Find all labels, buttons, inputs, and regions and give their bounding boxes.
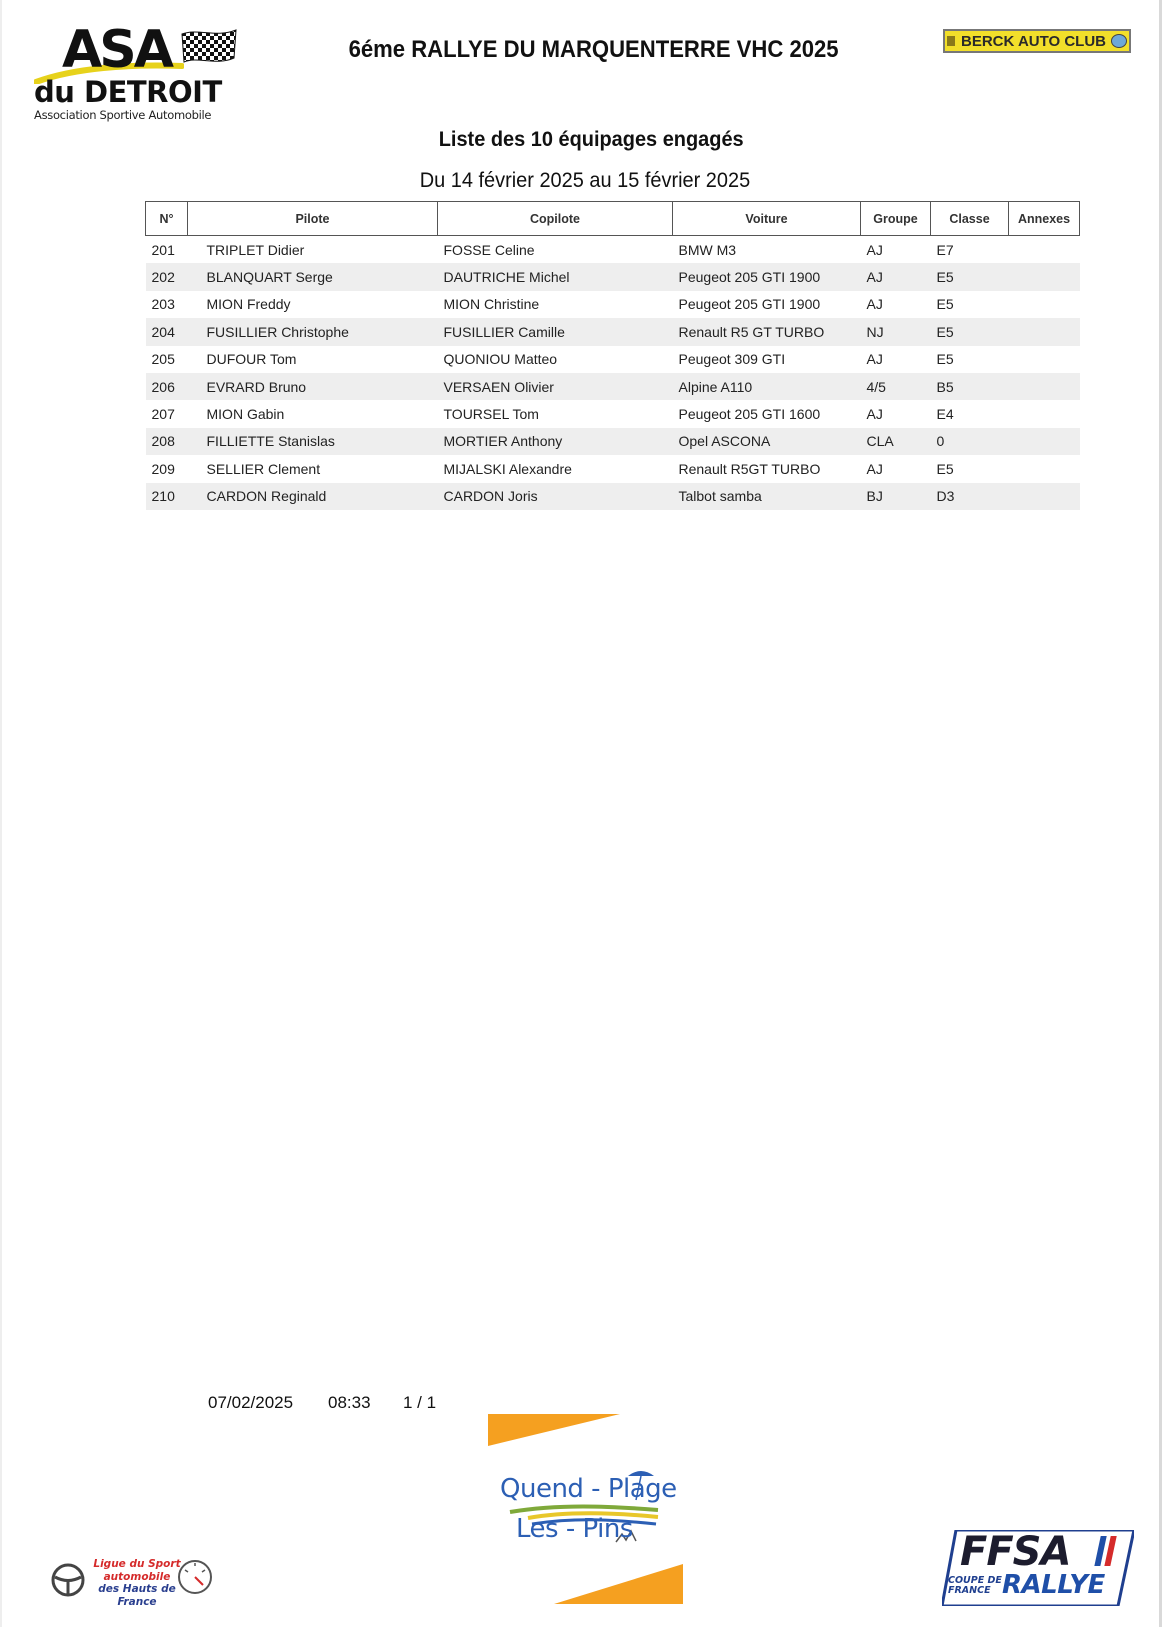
cell-classe: E4: [936, 406, 954, 423]
table-row: [146, 236, 1080, 264]
cell-number: 202: [146, 263, 188, 290]
cell-annexes: [1009, 346, 1080, 373]
cell-annexes: [1009, 263, 1080, 290]
table-row: [146, 483, 1080, 510]
table-row: [146, 400, 1080, 427]
berck-logo-mark-icon: [947, 36, 955, 46]
event-dates: [0, 169, 1170, 193]
ffsa-coupe-de-france-rallye-logo: [942, 1530, 1134, 1606]
column-header-copilote: Copilote: [438, 202, 673, 236]
quend-plage-graphic-icon: [488, 1414, 683, 1604]
cell-groupe: AJ: [866, 241, 883, 258]
cell-copilote: MION Christine: [443, 296, 540, 313]
cell-annexes: [1009, 400, 1080, 427]
cell-groupe: BJ: [861, 483, 931, 510]
column-header-voiture: Voiture: [673, 202, 861, 236]
table-header-row: [146, 202, 1080, 236]
table-row: [146, 346, 1080, 373]
cell-copilote: MORTIER Anthony: [438, 428, 673, 455]
document-title-text: 6éme RALLYE DU MARQUENTERRE VHC 2025: [348, 36, 839, 63]
cell-classe: E5: [931, 263, 1009, 290]
ffsa-coupe-line-1: COUPE DE: [948, 1575, 1002, 1586]
cell-voiture: Peugeot 309 GTI: [678, 351, 786, 368]
cell-annexes: [1009, 318, 1080, 345]
cell-classe: D3: [931, 483, 1009, 510]
cell-number: 207: [151, 406, 175, 423]
cell-voiture: Renault R5GT TURBO: [678, 460, 821, 477]
event-dates-text: Du 14 février 2025 au 15 février 2025: [419, 169, 751, 192]
speedometer-icon: [176, 1558, 214, 1596]
cell-classe: E7: [936, 241, 954, 258]
berck-auto-club-badge: [943, 29, 1131, 53]
table-row: [146, 291, 1080, 318]
asa-logo-du-detroit: du DETROIT: [34, 75, 222, 109]
asa-logo-letters: ASA: [62, 20, 171, 80]
table-row: [146, 373, 1080, 400]
table-row: [146, 455, 1080, 482]
cell-annexes: [1009, 291, 1080, 318]
ffsa-rallye-text: RALLYE: [1002, 1570, 1105, 1600]
cell-pilote: MION Freddy: [206, 296, 291, 313]
cell-groupe: AJ: [866, 296, 883, 313]
footer-page-number: 1 / 1: [403, 1393, 437, 1412]
cell-pilote: CARDON Reginald: [188, 483, 438, 510]
cell-number: 204: [146, 318, 188, 345]
ffsa-coupe-line-2: FRANCE: [948, 1585, 991, 1596]
ffsa-text: FFSA: [960, 1529, 1071, 1575]
car-emblem-icon: [1111, 34, 1127, 48]
cell-copilote: FOSSE Celine: [443, 241, 535, 258]
cell-number: 208: [146, 428, 188, 455]
cell-annexes: [1009, 455, 1080, 482]
cell-classe: 0: [931, 428, 1009, 455]
cell-classe: E5: [931, 318, 1009, 345]
cell-voiture: BMW M3: [678, 241, 737, 258]
cell-groupe: AJ: [866, 406, 883, 423]
cell-copilote: QUONIOU Matteo: [443, 351, 558, 368]
ligue-sport-automobile-logo: [50, 1556, 215, 1608]
page-right-edge: [1159, 0, 1162, 1627]
cell-classe: E5: [936, 296, 954, 313]
cell-voiture: Opel ASCONA: [673, 428, 861, 455]
cell-voiture: Talbot samba: [673, 483, 861, 510]
list-title-text: Liste des 10 équipages engagés: [438, 128, 744, 151]
table-row: [146, 263, 1080, 290]
cell-groupe: AJ: [866, 460, 883, 477]
page-left-edge: [0, 0, 2, 1627]
cell-copilote: VERSAEN Olivier: [438, 373, 673, 400]
list-title: [0, 128, 1170, 152]
cell-voiture: Peugeot 205 GTI 1600: [678, 406, 821, 423]
cell-groupe: CLA: [861, 428, 931, 455]
cell-annexes: [1009, 236, 1080, 264]
cell-number: 205: [151, 351, 175, 368]
cell-pilote: EVRARD Bruno: [188, 373, 438, 400]
cell-copilote: CARDON Joris: [438, 483, 673, 510]
cell-voiture: Renault R5 GT TURBO: [673, 318, 861, 345]
cell-voiture: Peugeot 205 GTI 1900: [673, 263, 861, 290]
cell-pilote: BLANQUART Serge: [188, 263, 438, 290]
cell-copilote: TOURSEL Tom: [443, 406, 539, 423]
entries-table: [145, 201, 1080, 510]
ligue-line-2: automobile: [103, 1570, 171, 1583]
cell-copilote: FUSILLIER Camille: [438, 318, 673, 345]
table-row: [146, 318, 1080, 345]
cell-pilote: FUSILLIER Christophe: [188, 318, 438, 345]
footer-time: 08:33: [328, 1393, 371, 1412]
quend-plage-logo: [488, 1414, 683, 1604]
cell-copilote: DAUTRICHE Michel: [438, 263, 673, 290]
cell-copilote: MIJALSKI Alexandre: [443, 460, 572, 477]
ligue-line-3: des Hauts de France: [98, 1583, 176, 1608]
cell-voiture: Alpine A110: [673, 373, 861, 400]
cell-classe: B5: [931, 373, 1009, 400]
cell-number: 201: [151, 241, 175, 258]
cell-number: 209: [151, 460, 175, 477]
column-header-annexes: Annexes: [1009, 202, 1080, 236]
berck-auto-club-text: BERCK AUTO CLUB: [961, 32, 1106, 50]
cell-classe: E5: [936, 460, 954, 477]
cell-groupe: AJ: [861, 263, 931, 290]
cell-groupe: AJ: [866, 351, 883, 368]
cell-pilote: MION Gabin: [206, 406, 285, 423]
column-header-classe: Classe: [931, 202, 1009, 236]
cell-number: 206: [146, 373, 188, 400]
cell-number: 210: [146, 483, 188, 510]
cell-annexes: [1009, 428, 1080, 455]
cell-annexes: [1009, 483, 1080, 510]
ffsa-coupe-de-france: [948, 1576, 1002, 1596]
cell-number: 203: [151, 296, 175, 313]
quend-plage-text: Quend - Plage: [500, 1474, 677, 1504]
cell-groupe: NJ: [861, 318, 931, 345]
ligue-line-1: Ligue du Sport: [93, 1558, 181, 1570]
table-row: [146, 428, 1080, 455]
cell-voiture: Peugeot 205 GTI 1900: [678, 296, 821, 313]
cell-groupe: 4/5: [861, 373, 931, 400]
asa-logo-subtitle: Association Sportive Automobile: [34, 108, 212, 122]
column-header-pilote: Pilote: [188, 202, 438, 236]
cell-annexes: [1009, 373, 1080, 400]
cell-classe: E5: [936, 351, 954, 368]
les-pins-text: Les - Pins: [516, 1514, 633, 1544]
column-header-number: N°: [146, 202, 188, 236]
cell-pilote: FILLIETTE Stanislas: [188, 428, 438, 455]
column-header-groupe: Groupe: [861, 202, 931, 236]
cell-pilote: SELLIER Clement: [206, 460, 321, 477]
cell-pilote: DUFOUR Tom: [206, 351, 297, 368]
cell-pilote: TRIPLET Didier: [206, 241, 305, 258]
footer-date: 07/02/2025: [208, 1393, 294, 1412]
